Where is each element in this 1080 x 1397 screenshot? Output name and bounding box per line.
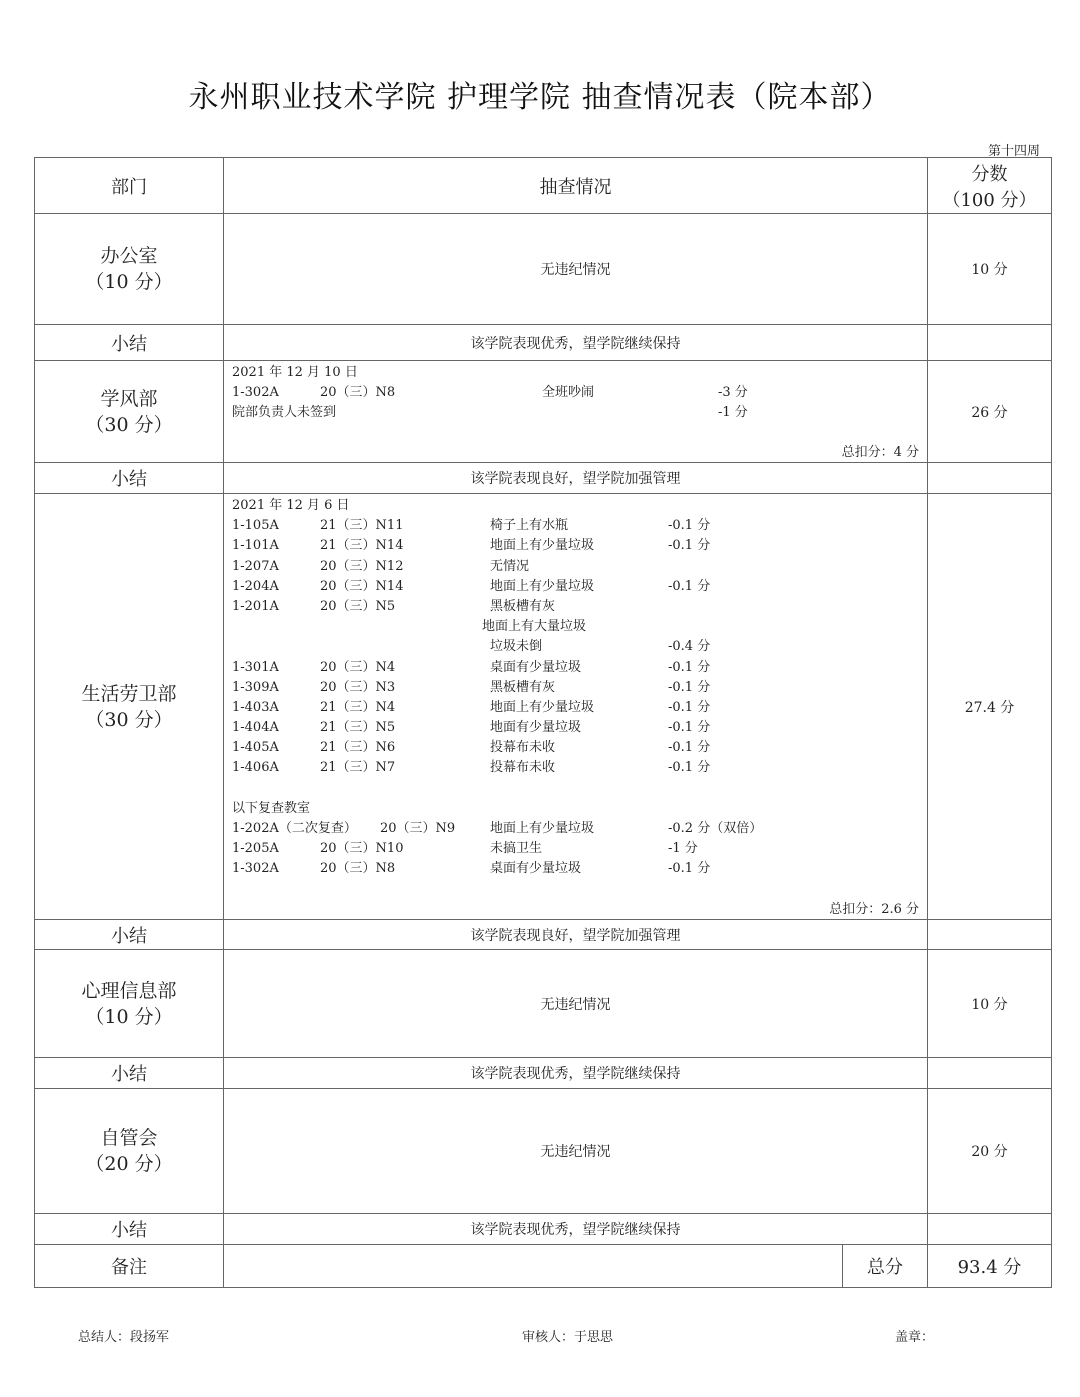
section-office [35, 214, 1051, 325]
dept-name: 办公室 [100, 245, 158, 267]
page-title: 永州职业技术学院 护理学院 抽查情况表（院本部） [188, 80, 892, 115]
summary-psych [35, 1058, 1051, 1089]
dept-name: 心理信息部 [81, 979, 177, 1002]
summary-office [35, 325, 1051, 361]
header-score-max: （100 分） [942, 189, 1037, 211]
check-content: 无违纪情况 [540, 996, 611, 1013]
dept-score: 27.4 分 [964, 699, 1015, 716]
dept-max: （10 分） [85, 271, 173, 293]
stamp-label: 盖章： [895, 1330, 935, 1345]
list-item: 1-204A 20（三）N14 地面上有少量垃圾 -0.1 分 [232, 578, 711, 594]
table-header [35, 158, 1051, 214]
summarizer: 总结人：段扬军 [78, 1330, 170, 1345]
list-item: 院部负责人未签到 -1 分 [232, 405, 748, 421]
list-item: 1-403A 21（三）N4 地面上有少量垃圾 -0.1 分 [232, 699, 711, 715]
list-item: 1-405A 21（三）N6 投幕布未收 -0.1 分 [232, 740, 711, 756]
dept-max: （10 分） [85, 1005, 173, 1028]
total-score: 93.4 分 [957, 1257, 1022, 1278]
summary-label: 小结 [111, 333, 147, 355]
section-life [35, 494, 1051, 920]
list-item: 1-309A 20（三）N3 黑板槽有灰 -0.1 分 [232, 679, 711, 695]
summary-study [35, 463, 1051, 494]
check-details [224, 494, 927, 880]
check-details [224, 361, 927, 424]
list-item: 地面上有大量垃圾 [482, 619, 587, 635]
inspection-table [34, 157, 1052, 1288]
header-score: 分数 [971, 163, 1008, 185]
dept-max: （20 分） [85, 1153, 173, 1175]
list-item: 1-406A 21（三）N7 投幕布未收 -0.1 分 [232, 760, 711, 776]
dept-name: 学风部 [100, 387, 158, 410]
dept-max: （30 分） [85, 708, 173, 731]
total-label: 总分 [867, 1257, 903, 1278]
summary-label: 小结 [111, 925, 147, 947]
header-check: 抽查情况 [539, 176, 612, 198]
dept-name: 自管会 [100, 1127, 158, 1149]
total-deduction: 总扣分：2.6 分 [829, 902, 919, 917]
dept-score: 10 分 [971, 262, 1008, 278]
reviewer: 审核人：于思思 [522, 1330, 614, 1345]
list-item: 1-302A 20（三）N8 桌面有少量垃圾 -0.1 分 [232, 861, 711, 877]
summary-text: 该学院表现良好，望学院加强管理 [470, 471, 681, 487]
dept-name: 生活劳卫部 [81, 682, 177, 705]
section-psych [35, 950, 1051, 1058]
list-item: 1-105A 21（三）N11 椅子上有水瓶 -0.1 分 [232, 518, 711, 534]
dept-score: 26 分 [971, 404, 1008, 421]
section-study [35, 361, 1051, 463]
list-item: 1-201A 20（三）N5 黑板槽有灰 [232, 598, 556, 614]
summary-self [35, 1214, 1051, 1245]
summary-text: 该学院表现优秀，望学院继续保持 [470, 1066, 681, 1082]
week-label: 第十四周 [987, 144, 1040, 159]
list-item: 1-301A 20（三）N4 桌面有少量垃圾 -0.1 分 [232, 659, 711, 675]
summary-label: 小结 [111, 1064, 147, 1085]
check-date: 2021 年 12 月 10 日 [232, 365, 358, 380]
check-date: 2021 年 12 月 6 日 [232, 498, 350, 513]
summary-text: 该学院表现优秀，望学院继续保持 [470, 1222, 681, 1238]
list-item: 1-404A 21（三）N5 地面有少量垃圾 -0.1 分 [232, 720, 711, 736]
list-item: 1-202A（二次复查） 20（三）N9 地面上有少量垃圾 -0.2 分（双倍） [232, 821, 763, 836]
list-item: 1-101A 21（三）N14 地面上有少量垃圾 -0.1 分 [232, 538, 711, 554]
total-deduction: 总扣分：4 分 [841, 445, 919, 460]
summary-life [35, 920, 1051, 950]
summary-text: 该学院表现优秀，望学院继续保持 [470, 335, 681, 352]
list-item: 垃圾未倒 -0.4 分 [490, 639, 711, 655]
remarks-row [35, 1245, 1051, 1287]
list-item: 1-205A 20（三）N10 未搞卫生 -1 分 [232, 841, 698, 857]
list-item: 1-207A 20（三）N12 无情况 [232, 558, 530, 574]
recheck-title: 以下复查教室 [232, 800, 311, 816]
summary-label: 小结 [111, 469, 147, 490]
header-dept: 部门 [111, 176, 147, 198]
dept-score: 20 分 [971, 1144, 1008, 1160]
summary-label: 小结 [111, 1220, 147, 1241]
summary-text: 该学院表现良好，望学院加强管理 [470, 927, 681, 944]
section-self [35, 1089, 1051, 1214]
remarks-label: 备注 [111, 1257, 147, 1278]
dept-max: （30 分） [85, 413, 173, 436]
check-content: 无违纪情况 [540, 262, 611, 278]
list-item: 1-302A 20（三）N8 全班吵闹 -3 分 [232, 385, 748, 401]
dept-score: 10 分 [971, 996, 1008, 1013]
check-content: 无违纪情况 [540, 1144, 611, 1160]
